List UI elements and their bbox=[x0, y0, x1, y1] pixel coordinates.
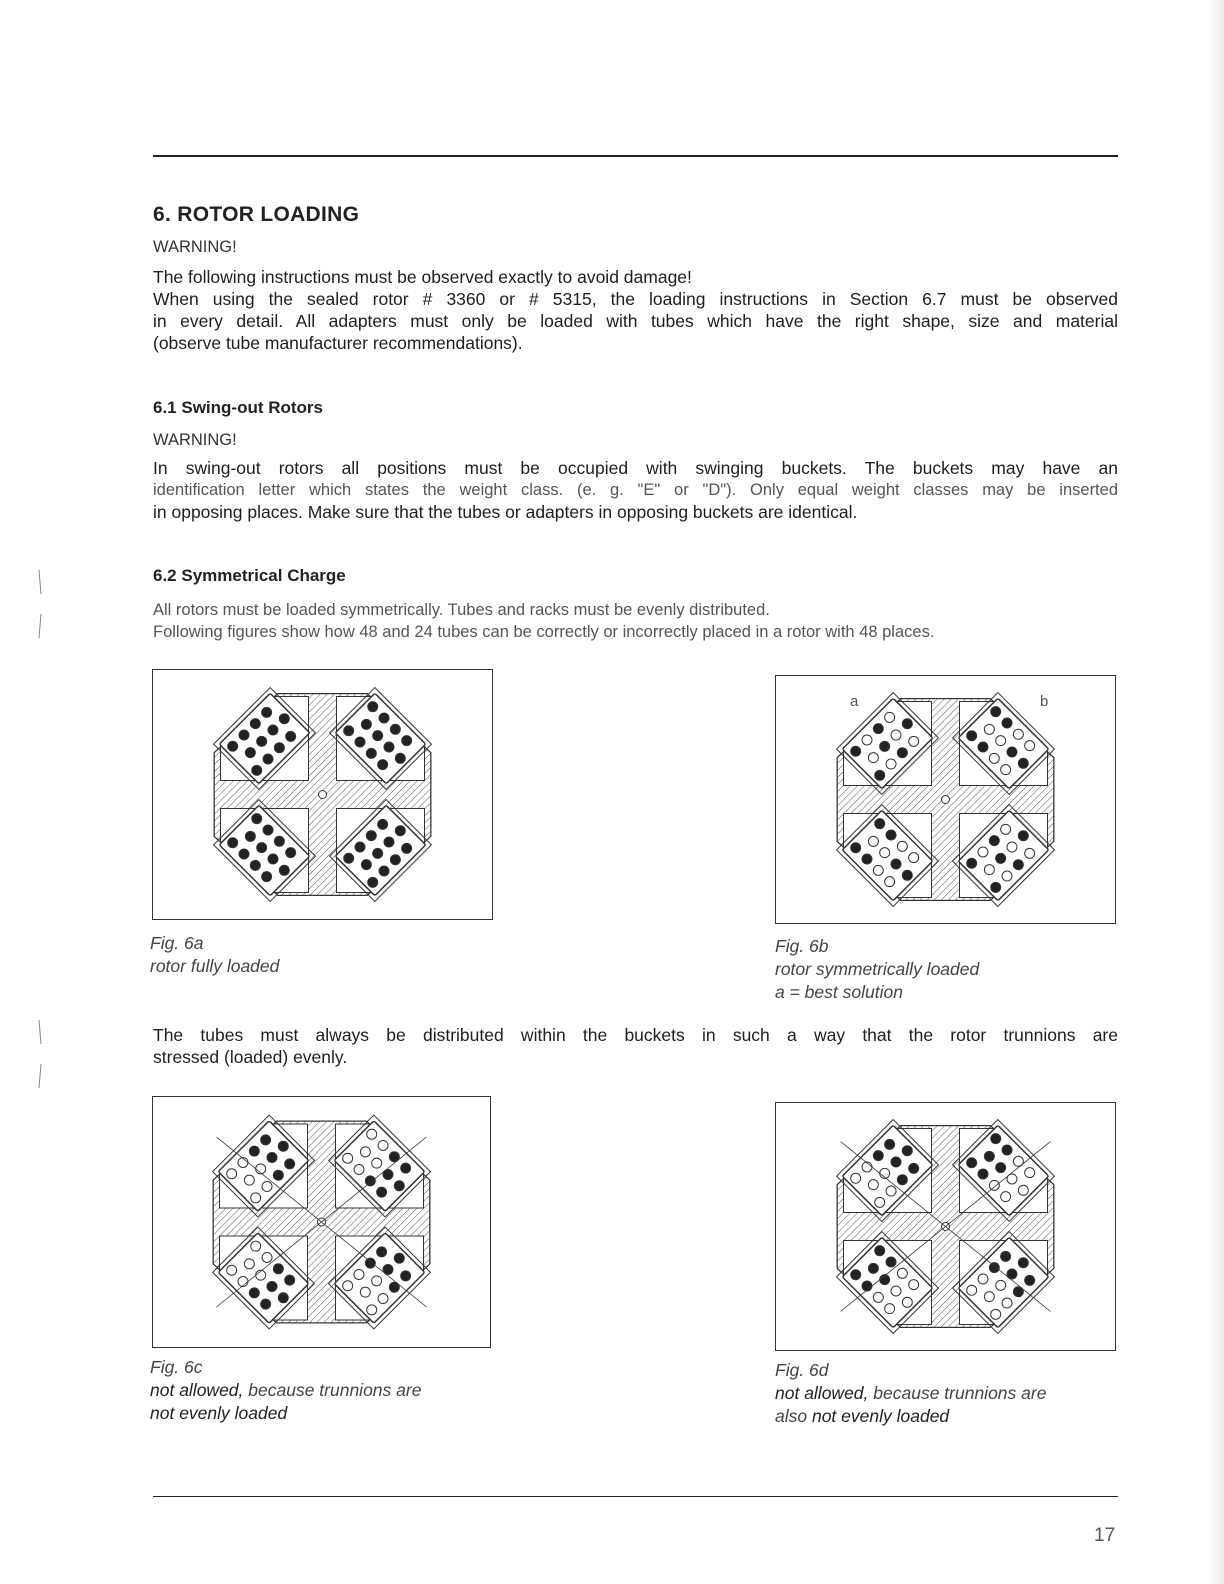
subsection-6-2-body bbox=[153, 599, 1118, 643]
caption-6d-emphasis-2: not evenly loaded bbox=[811, 1406, 950, 1426]
subsection-6-1-title: 6.1 Swing-out Rotors bbox=[153, 398, 323, 417]
section-title: 6. ROTOR LOADING bbox=[153, 203, 360, 226]
section-line-2: When using the sealed rotor # 3360 or # 5315, the loading instructions in Section 6.7 must be observed bbox=[153, 289, 1118, 309]
sub62-line-2: Following figures show how 48 and 24 tubes can be correctly or incorrectly placed in a rotor with 48 places. bbox=[153, 623, 935, 641]
page-edge-shadow bbox=[1206, 0, 1224, 1584]
section-line-4: (observe tube manufacturer recommendations). bbox=[153, 333, 523, 353]
scan-mark bbox=[36, 1018, 44, 1046]
caption-6a-line-1: rotor fully loaded bbox=[150, 956, 280, 976]
rotor-diagram-6b bbox=[776, 676, 1115, 923]
rotor-diagram-6a bbox=[153, 670, 492, 919]
section-line-1: The following instructions must be observed exactly to avoid damage! bbox=[153, 267, 692, 287]
caption-6c-line-1 bbox=[150, 1379, 421, 1402]
figure-6c bbox=[152, 1096, 491, 1348]
bottom-rule bbox=[153, 1496, 1118, 1497]
subsection-6-1-warning: WARNING! bbox=[153, 431, 237, 449]
caption-6d-line-1 bbox=[775, 1382, 1046, 1405]
page-number: 17 bbox=[1094, 1525, 1116, 1546]
trunnion-paragraph bbox=[153, 1024, 1118, 1068]
sub61-line-1: In swing-out rotors all positions must be occupied with swinging buckets. The buckets may have an bbox=[153, 458, 1118, 478]
figure-6b bbox=[775, 675, 1116, 924]
caption-6d-rest: because trunnions are bbox=[868, 1383, 1047, 1403]
trunnion-line-2: stressed (loaded) evenly. bbox=[153, 1047, 348, 1067]
bucket-label-a: a bbox=[850, 693, 859, 710]
caption-6c-emphasis-2: not evenly loaded bbox=[150, 1403, 288, 1423]
fig-label-6b: Fig. 6b bbox=[775, 936, 829, 956]
caption-6c bbox=[150, 1356, 421, 1425]
top-rule bbox=[153, 155, 1118, 157]
caption-6c-emphasis: not allowed, bbox=[150, 1380, 244, 1400]
sub62-line-1: All rotors must be loaded symmetrically. Tubes and racks must be evenly distributed. bbox=[153, 601, 770, 619]
section-line-3: in every detail. All adapters must only be loaded with tubes which have the right shape, size and material bbox=[153, 311, 1118, 331]
sub61-line-3: in opposing places. Make sure that the tubes or adapters in opposing buckets are identical. bbox=[153, 502, 858, 522]
section-intro bbox=[153, 266, 1118, 354]
fig-label-6a: Fig. 6a bbox=[150, 933, 204, 953]
caption-6b bbox=[775, 935, 979, 1004]
caption-6d bbox=[775, 1359, 1046, 1428]
fig-label-6d: Fig. 6d bbox=[775, 1360, 829, 1380]
figure-6d bbox=[775, 1102, 1116, 1351]
scan-mark bbox=[36, 568, 44, 596]
trunnion-line-1: The tubes must always be distributed within the buckets in such a way that the rotor trunnions are bbox=[153, 1025, 1118, 1045]
scan-mark bbox=[36, 1062, 44, 1090]
caption-6d-line-2 bbox=[775, 1405, 1046, 1428]
figure-6a bbox=[152, 669, 493, 920]
subsection-6-2-title: 6.2 Symmetrical Charge bbox=[153, 566, 346, 585]
scan-mark bbox=[36, 612, 44, 640]
section-warning: WARNING! bbox=[153, 238, 237, 256]
caption-6b-line-2: a = best solution bbox=[775, 982, 903, 1002]
caption-6a bbox=[150, 932, 279, 978]
caption-6c-line-2 bbox=[150, 1402, 421, 1425]
sub61-line-2: identification letter which states the weight class. (e. g. "E" or "D"). Only equal weight classes may be inserted bbox=[153, 481, 1118, 499]
caption-6d-pre: also bbox=[775, 1406, 812, 1426]
caption-6d-emphasis: not allowed, bbox=[775, 1383, 869, 1403]
caption-6b-line-1: rotor symmetrically loaded bbox=[775, 959, 980, 979]
caption-6c-rest: because trunnions are bbox=[243, 1380, 422, 1400]
rotor-diagram-6d bbox=[776, 1103, 1115, 1350]
bucket-label-b: b bbox=[1040, 693, 1049, 710]
fig-label-6c: Fig. 6c bbox=[150, 1357, 203, 1377]
subsection-6-1-body bbox=[153, 457, 1118, 523]
rotor-diagram-6c bbox=[153, 1097, 490, 1347]
